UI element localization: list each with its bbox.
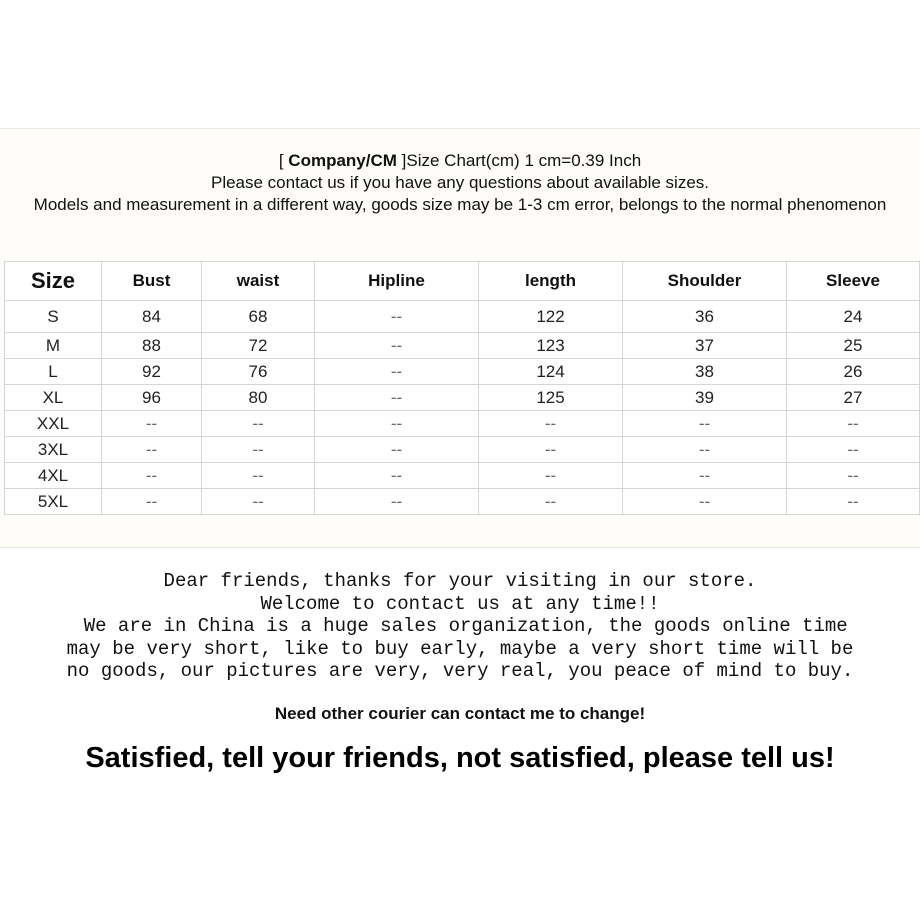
table-cell: 36 [623, 301, 787, 333]
table-row [5, 301, 920, 333]
table-cell: -- [787, 437, 920, 463]
closing-message: Satisfied, tell your friends, not satisfied, please tell us! [85, 742, 835, 774]
table-cell: M [5, 333, 102, 359]
table-cell: XL [5, 385, 102, 411]
column-header: waist [202, 262, 315, 301]
table-body [5, 301, 920, 515]
table-cell: -- [102, 489, 202, 515]
notice-line: no goods, our pictures are very, very real, you peace of mind to buy. [66, 660, 854, 682]
table-cell: -- [315, 333, 479, 359]
table-cell: 24 [787, 301, 920, 333]
table-cell: -- [623, 463, 787, 489]
table-cell: -- [479, 437, 623, 463]
size-chart-header [0, 150, 920, 216]
table-row [5, 411, 920, 437]
table-row [5, 489, 920, 515]
table-cell: 125 [479, 385, 623, 411]
table-cell: 27 [787, 385, 920, 411]
notice-line: Dear friends, thanks for your visiting in our store. [163, 570, 757, 592]
table-cell: 3XL [5, 437, 102, 463]
table-cell: 26 [787, 359, 920, 385]
table-cell: L [5, 359, 102, 385]
brand-label: Company/CM [288, 151, 397, 170]
table-cell: 123 [479, 333, 623, 359]
table-cell: 96 [102, 385, 202, 411]
table-cell: 39 [623, 385, 787, 411]
table-cell: -- [479, 411, 623, 437]
table-cell: 38 [623, 359, 787, 385]
table-cell: XXL [5, 411, 102, 437]
table-cell: -- [102, 437, 202, 463]
table-cell: -- [202, 463, 315, 489]
table-cell: 5XL [5, 489, 102, 515]
table-cell: 37 [623, 333, 787, 359]
table-row [5, 333, 920, 359]
notice-line: We are in China is a huge sales organization, the goods online time [72, 615, 848, 637]
column-header: Hipline [315, 262, 479, 301]
table-row [5, 359, 920, 385]
table-cell: 122 [479, 301, 623, 333]
table-cell: -- [623, 411, 787, 437]
table-cell: 88 [102, 333, 202, 359]
header-error-note: Models and measurement in a different way, goods size may be 1-3 cm error, belongs to the normal phenomenon [33, 195, 887, 214]
column-header: Shoulder [623, 262, 787, 301]
table-cell: -- [315, 411, 479, 437]
header-title: [ Company/CM ]Size Chart(cm) 1 cm=0.39 Inch [278, 151, 642, 170]
table-cell: -- [479, 463, 623, 489]
table-cell: S [5, 301, 102, 333]
courier-note: Need other courier can contact me to change! [274, 704, 646, 723]
table-cell: -- [315, 489, 479, 515]
header-contact-line: Please contact us if you have any questions about available sizes. [210, 173, 710, 192]
table-row [5, 385, 920, 411]
column-header: length [479, 262, 623, 301]
notice-line: Welcome to contact us at any time!! [260, 592, 660, 615]
table-cell: -- [102, 463, 202, 489]
table-cell: 68 [202, 301, 315, 333]
table-cell: 124 [479, 359, 623, 385]
table-cell: -- [787, 463, 920, 489]
table-cell: -- [315, 385, 479, 411]
table-cell: -- [315, 359, 479, 385]
table-cell: -- [787, 411, 920, 437]
table-cell: 4XL [5, 463, 102, 489]
table-cell: -- [315, 301, 479, 333]
store-notice [0, 570, 920, 683]
table-cell: 80 [202, 385, 315, 411]
size-table [4, 261, 920, 515]
table-cell: -- [787, 489, 920, 515]
table-cell: -- [102, 411, 202, 437]
table-cell: -- [479, 489, 623, 515]
table-cell: 25 [787, 333, 920, 359]
table-cell: 76 [202, 359, 315, 385]
column-header: Size [5, 262, 102, 301]
table-cell: -- [623, 437, 787, 463]
table-cell: -- [202, 437, 315, 463]
column-header: Bust [102, 262, 202, 301]
column-header: Sleeve [787, 262, 920, 301]
table-cell: 92 [102, 359, 202, 385]
table-header-row [5, 262, 920, 301]
table-cell: 72 [202, 333, 315, 359]
table-cell: -- [202, 411, 315, 437]
table-cell: 84 [102, 301, 202, 333]
table-row [5, 437, 920, 463]
table-cell: -- [202, 489, 315, 515]
table-cell: -- [315, 463, 479, 489]
table-cell: -- [315, 437, 479, 463]
table-row [5, 463, 920, 489]
table-cell: -- [623, 489, 787, 515]
notice-line: may be very short, like to buy early, maybe a very short time will be [66, 637, 854, 660]
